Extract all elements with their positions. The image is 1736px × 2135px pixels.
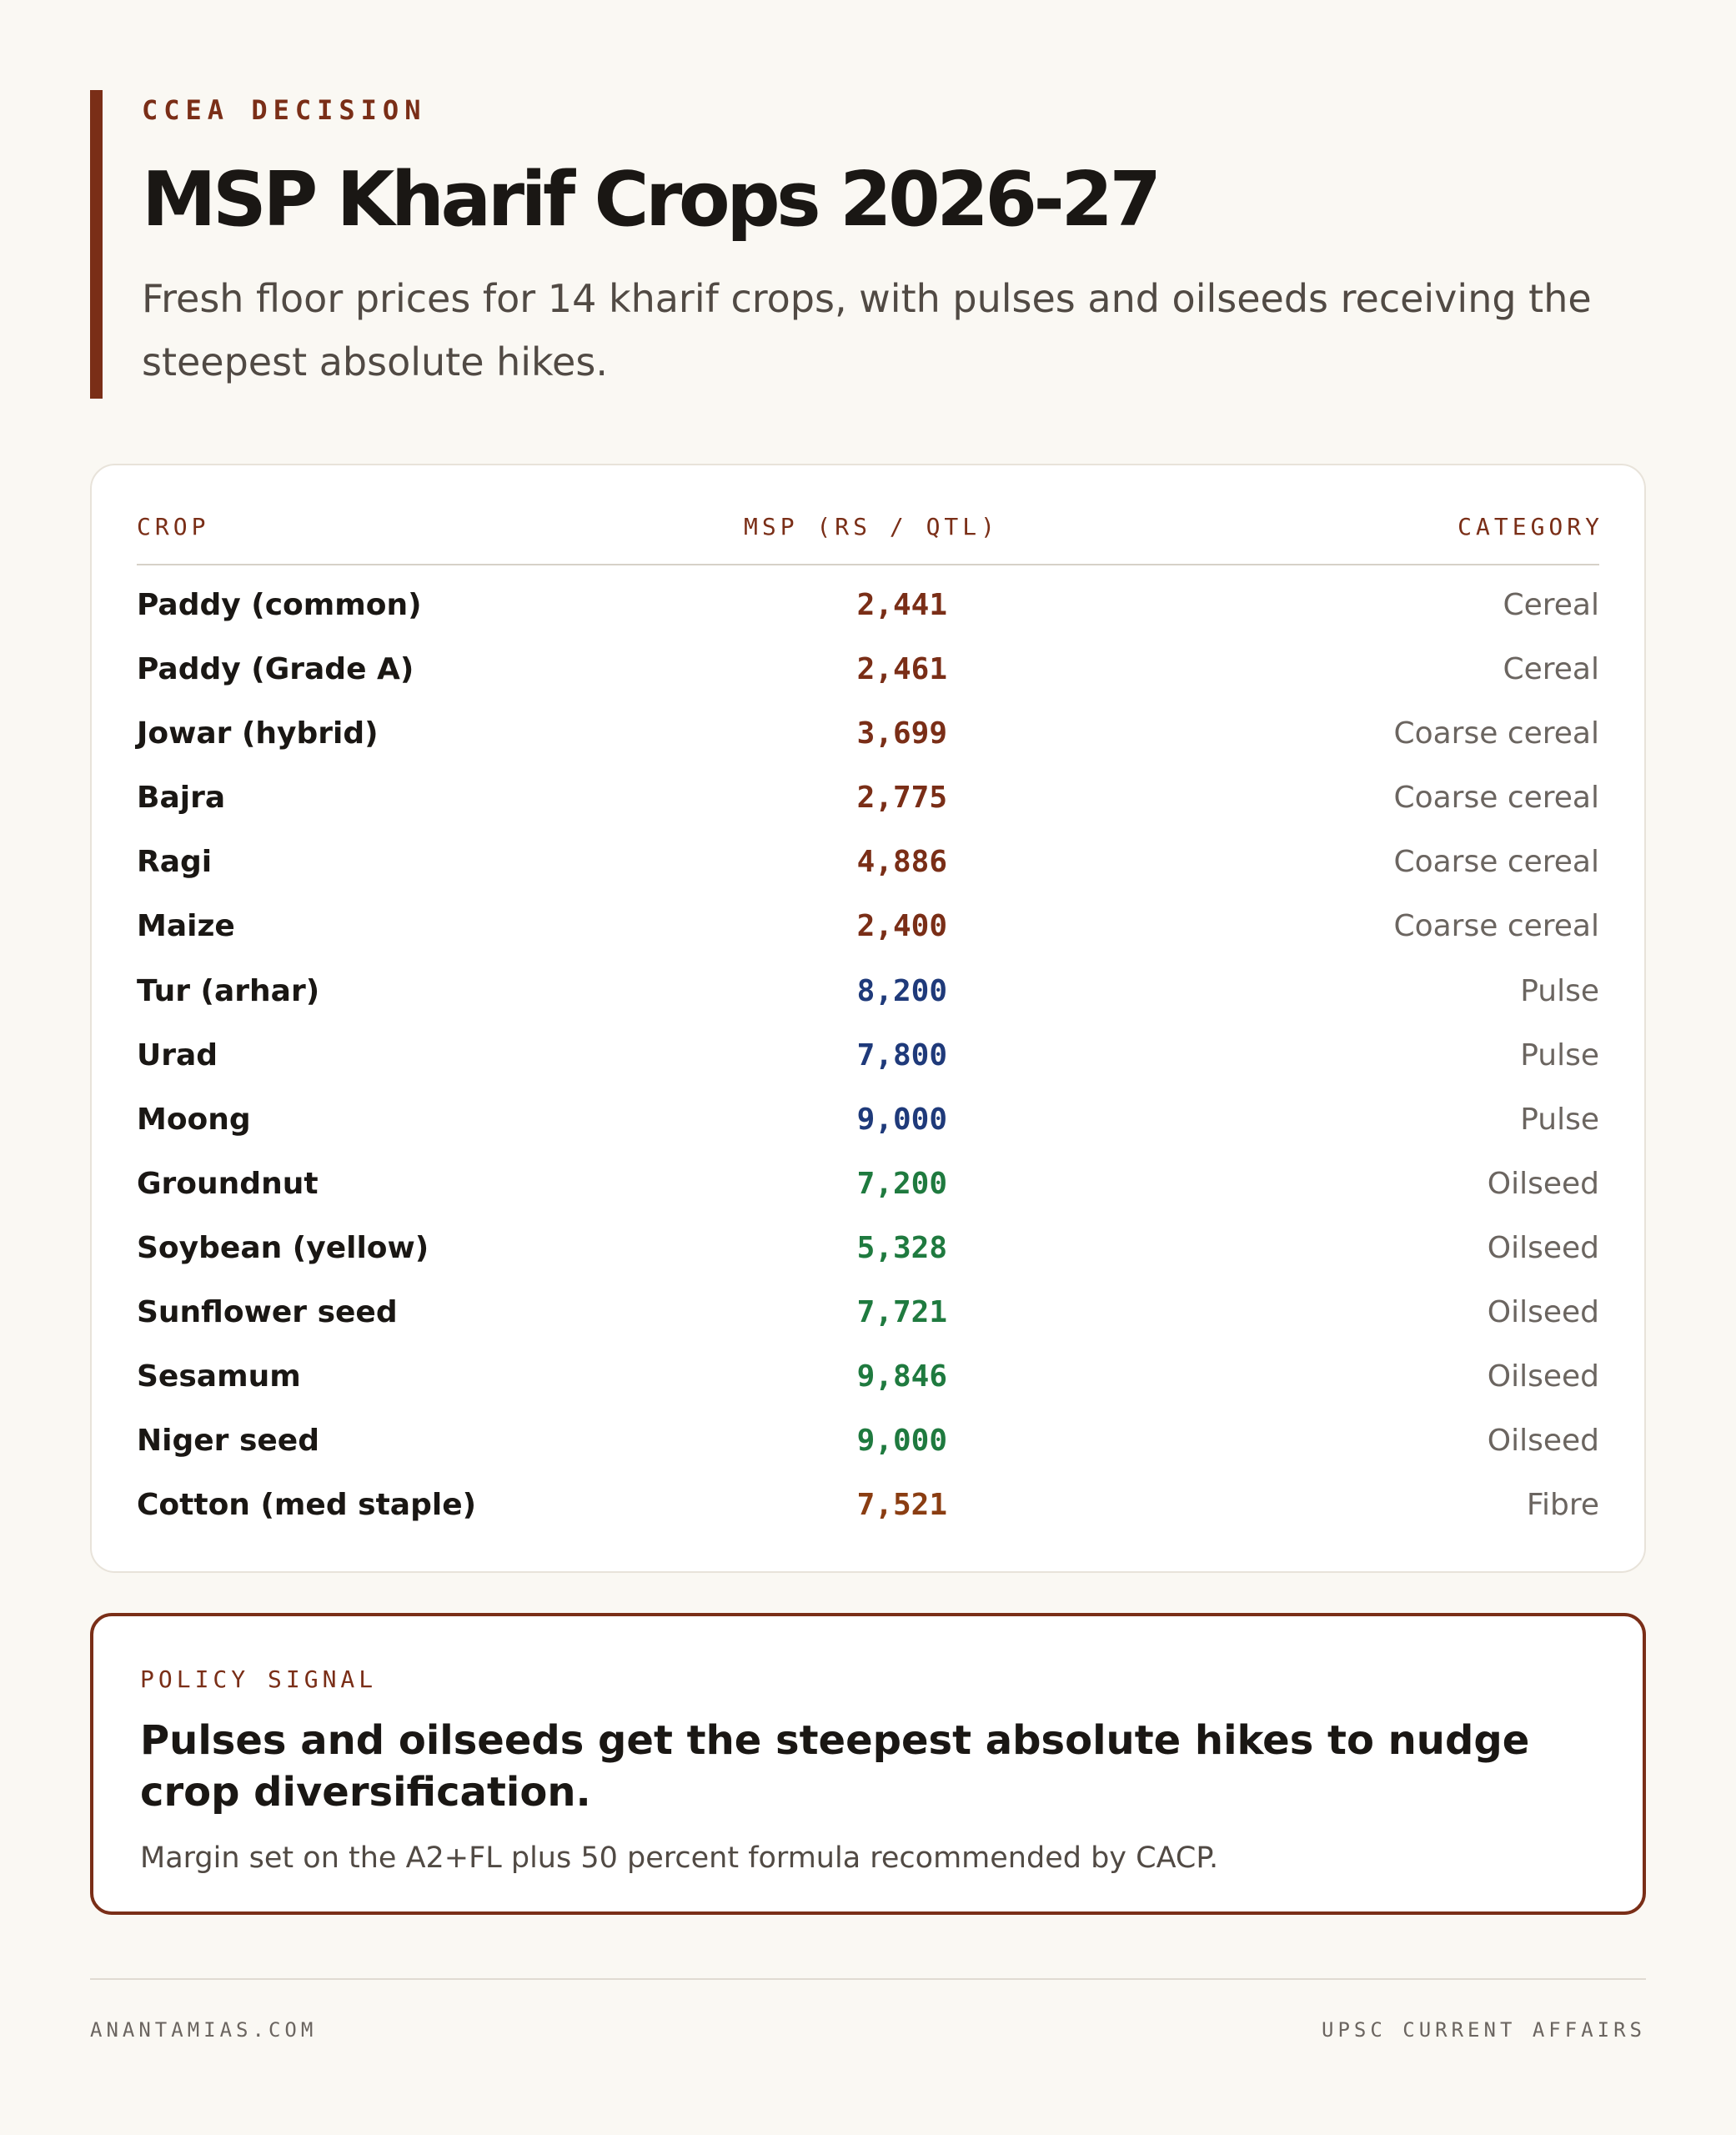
msp-value: 9,000	[856, 1424, 947, 1459]
table-row	[137, 895, 1599, 959]
table-row	[137, 960, 1599, 1024]
crop-category: Oilseed	[1487, 1359, 1599, 1394]
policy-signal-box	[90, 1613, 1646, 1915]
table-row	[137, 638, 1599, 702]
table-row	[137, 1345, 1599, 1409]
signal-kicker: POLICY SIGNAL	[140, 1665, 378, 1693]
crop-category: Oilseed	[1487, 1295, 1599, 1330]
footer-divider	[90, 1978, 1646, 1980]
table-row	[137, 1281, 1599, 1345]
header	[90, 90, 1649, 399]
table-row	[137, 831, 1599, 895]
msp-value: 2,400	[856, 909, 947, 944]
msp-value: 2,775	[856, 781, 947, 816]
crop-name: Paddy (common)	[137, 588, 422, 622]
signal-note: Margin set on the A2+FL plus 50 percent formula recommended by CACP.	[140, 1841, 1219, 1875]
crop-category: Cereal	[1503, 652, 1599, 687]
crop-category: Cereal	[1503, 588, 1599, 622]
crop-name: Maize	[137, 909, 235, 944]
msp-value: 7,800	[856, 1037, 947, 1073]
msp-value: 2,441	[856, 588, 947, 622]
crop-name: Soybean (yellow)	[137, 1230, 429, 1265]
msp-value: 9,000	[856, 1102, 947, 1137]
msp-value: 7,721	[856, 1295, 947, 1330]
table-row	[137, 766, 1599, 831]
page-subtitle: Fresh floor prices for 14 kharif crops, with pulses and oilseeds receiving the steepest absolute hikes.	[142, 276, 1592, 384]
msp-value: 5,328	[856, 1230, 947, 1265]
crop-category: Oilseed	[1487, 1166, 1599, 1201]
crop-name: Sesamum	[137, 1359, 301, 1394]
crop-name: Urad	[137, 1037, 218, 1073]
column-header-crop: CROP	[137, 513, 210, 540]
crop-name: Niger seed	[137, 1424, 319, 1459]
crop-category: Pulse	[1520, 1102, 1599, 1137]
crop-category: Coarse cereal	[1393, 716, 1599, 751]
page-title: MSP Kharif Crops 2026-27	[142, 156, 1158, 244]
kicker: CCEA DECISION	[142, 94, 427, 126]
footer-site: ANANTAMIAS.COM	[90, 2018, 318, 2042]
table-row	[137, 1088, 1599, 1153]
table-row	[137, 1474, 1599, 1538]
column-header-category: CATEGORY	[1458, 513, 1603, 540]
crop-name: Moong	[137, 1102, 251, 1137]
crop-name: Cotton (med staple)	[137, 1488, 477, 1523]
crop-name: Jowar (hybrid)	[137, 716, 379, 751]
crop-category: Pulse	[1520, 973, 1599, 1008]
table-row	[137, 1153, 1599, 1217]
msp-value: 4,886	[856, 845, 947, 880]
column-header-msp: MSP (RS / QTL)	[744, 513, 1000, 540]
msp-value: 7,521	[856, 1488, 947, 1523]
msp-table-card	[90, 464, 1646, 1573]
msp-value: 2,461	[856, 652, 947, 687]
crop-category: Oilseed	[1487, 1424, 1599, 1459]
table-row	[137, 1024, 1599, 1088]
signal-title: Pulses and oilseeds get the steepest absolute hikes to nudge crop diversification.	[140, 1717, 1530, 1816]
msp-value: 9,846	[856, 1359, 947, 1394]
msp-value: 8,200	[856, 973, 947, 1008]
crop-name: Paddy (Grade A)	[137, 652, 414, 687]
table-row	[137, 702, 1599, 766]
table-row	[137, 1409, 1599, 1474]
crop-name: Sunflower seed	[137, 1295, 398, 1330]
msp-value: 7,200	[856, 1166, 947, 1201]
footer-tagline: UPSC CURRENT AFFAIRS	[1322, 2018, 1646, 2042]
crop-category: Oilseed	[1487, 1230, 1599, 1265]
crop-name: Groundnut	[137, 1166, 319, 1201]
crop-category: Coarse cereal	[1393, 781, 1599, 816]
table-row	[137, 1217, 1599, 1281]
table-body	[137, 574, 1599, 1538]
crop-name: Bajra	[137, 781, 226, 816]
msp-value: 3,699	[856, 716, 947, 751]
crop-category: Fibre	[1526, 1488, 1599, 1523]
crop-name: Ragi	[137, 845, 213, 880]
table-row	[137, 574, 1599, 638]
table-header	[137, 465, 1603, 565]
crop-category: Coarse cereal	[1393, 845, 1599, 880]
crop-category: Coarse cereal	[1393, 909, 1599, 944]
crop-name: Tur (arhar)	[137, 973, 320, 1008]
crop-category: Pulse	[1520, 1037, 1599, 1073]
